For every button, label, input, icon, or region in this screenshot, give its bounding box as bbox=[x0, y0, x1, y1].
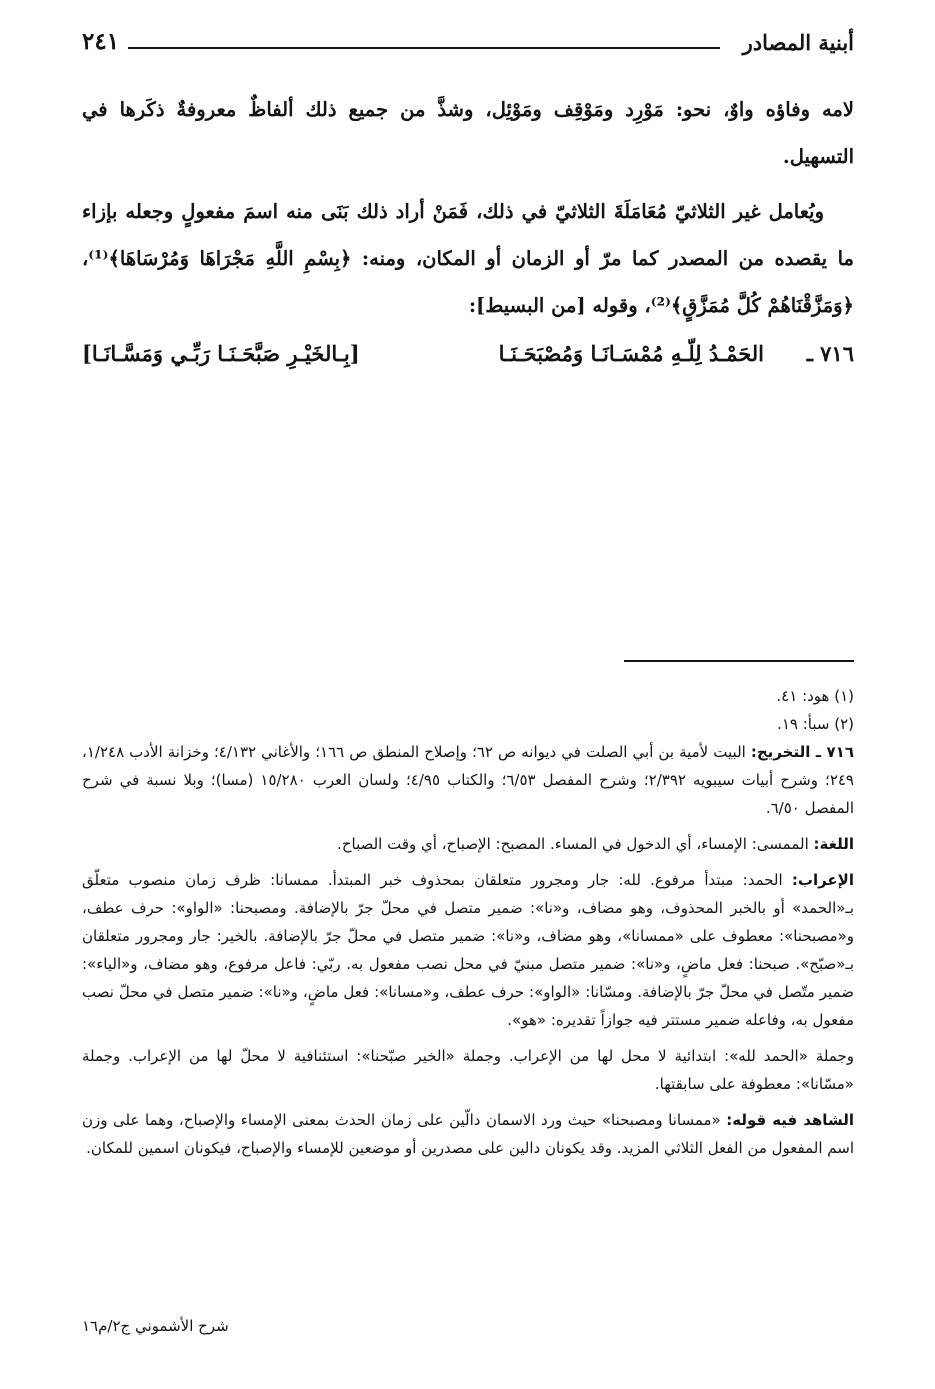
paragraph: لامه وفاؤه واوٌ، نحو: مَوْرِد ومَوْقِف ومَوْئِل، وشذَّ من جميع ذلك ألفاظٌ معروفةٌ ذكَرها في التسهيل. bbox=[82, 98, 854, 168]
page-number: ٢٤١ bbox=[82, 28, 120, 55]
takhrij-note bbox=[82, 738, 854, 822]
main-text bbox=[82, 86, 854, 329]
verse-second-hemistich: [بِـالخَيْـرِ صَبَّحَـنَـا رَبِّـي وَمَسَّـانَـا] bbox=[82, 341, 360, 366]
verse-number: ٧١٦ ـ bbox=[806, 341, 854, 366]
jumla-note: وجملة «الحمد لله»: ابتدائية لا محل لها من الإعراب. وجملة «الخير صبّحنا»: استئنافية لا محلّ لها من الإعراب. وجملة «مسّانا»: معطوفة على سابقتها. bbox=[82, 1047, 854, 1093]
poetry-verse bbox=[82, 335, 854, 379]
footnote-separator bbox=[624, 660, 854, 662]
footnote-1: (١) هود: ٤١. bbox=[776, 687, 854, 705]
volume-signature: شرح الأشموني ج٢/م١٦ bbox=[82, 1317, 229, 1335]
shahid-note bbox=[82, 1106, 854, 1162]
irab-note bbox=[82, 866, 854, 1034]
chapter-title: أبنية المصادر bbox=[742, 30, 854, 55]
lugha-text: الممسى: الإمساء، أي الدخول في المساء. المصبح: الإصباح، أي وقت الصباح. bbox=[337, 835, 809, 853]
shahid-text: «ممسانا ومصبحنا» حيث ورد الاسمان دالّين على زمان الحدث بمعنى الإمساء والإصباح، وهما على وزن اسم المفعول من الفعل الثلاثي المزيد. وقد يكونان دالين على مصدرين أو موضعين للإمساء والإصباح، فيكونان اسمين للمكان. bbox=[82, 1111, 854, 1157]
footnotes bbox=[82, 682, 854, 1162]
paragraph: ويُعامل غير الثلاثيّ مُعَامَلَةَ الثلاثيّ في ذلك، فَمَنْ أراد ذلك بَنَى منه اسمَ مفعولٍ وجعله بإزاء ما يقصده من المصدر كما مرّ أو الزمان أو المكان، ومنه: ﴿بِسْمِ اللَّهِ مَجْرَاهَا وَمُرْسَاهَا﴾⁽¹⁾، ﴿وَمَزَّقْنَاهُمْ كُلَّ مُمَزَّقٍ﴾⁽²⁾، وقوله [من البسيط]: bbox=[82, 200, 854, 317]
irab-label: الإعراب: bbox=[791, 871, 854, 889]
lugha-note bbox=[82, 830, 854, 858]
running-header bbox=[82, 24, 854, 64]
header-rule bbox=[128, 47, 720, 49]
footnote-2: (٢) سبأ: ١٩. bbox=[777, 715, 854, 733]
lugha-label: اللغة: bbox=[813, 835, 854, 853]
takhrij-text: البيت لأمية بن أبي الصلت في ديوانه ص ٦٢؛ وإصلاح المنطق ص ١٦٦؛ والأغاني ٤/١٣٢؛ وخزانة الأدب ١/٢٤٨، ٢٤٩؛ وشرح أبيات سيبويه ٢/٣٩٢؛ وشرح المفصل ٦/٥٣؛ والكتاب ٤/٩٥؛ ولسان العرب ١٥/٢٨٠ (مسا)؛ وبلا نسبة في شرح المفصل ٦/٥٠. bbox=[82, 743, 854, 817]
irab-text: الحمد: مبتدأ مرفوع. لله: جار ومجرور متعلقان بمحذوف خبر المبتدأ. ممسانا: ظرف زمان منصوب متعلّق بـ«الحمد» أو بالخبر المحذوف، وهو مضاف، و«نا»: ضمير متصل في محلّ جرّ بالإضافة. ومصبحنا: «الواو»: حرف عطف، و«مصبحنا»: معطوف على «ممسانا»، وهو مضاف، و«نا»: ضمير متصل في محلّ جرّ بالإضافة. بالخير: جار ومجرور متعلقان بـ«صبّح». صبحنا: فعل ماضٍ، و«نا»: ضمير متصل مبنيّ في محل نصب مفعول به. ربّي: فاعل مرفوع، وهو مضاف، و«الياء»: ضمير متّصل في محلّ جرّ بالإضافة. ومسّانا: «الواو»: حرف عطف، و«مسانا»: فعل ماضٍ، و«نا»: ضمير متصل في محلّ نصب مفعول به، وفاعله ضمير مستتر فيه جوازاً تقديره: «هو». bbox=[82, 871, 854, 1029]
takhrij-label: ٧١٦ ـ التخريج: bbox=[750, 743, 854, 761]
shahid-label: الشاهد فيه قوله: bbox=[726, 1111, 854, 1129]
verse-first-hemistich: الحَمْـدُ لِلّـهِ مُمْسَـانَـا وَمُصْبَحَـنَـا bbox=[498, 341, 764, 366]
